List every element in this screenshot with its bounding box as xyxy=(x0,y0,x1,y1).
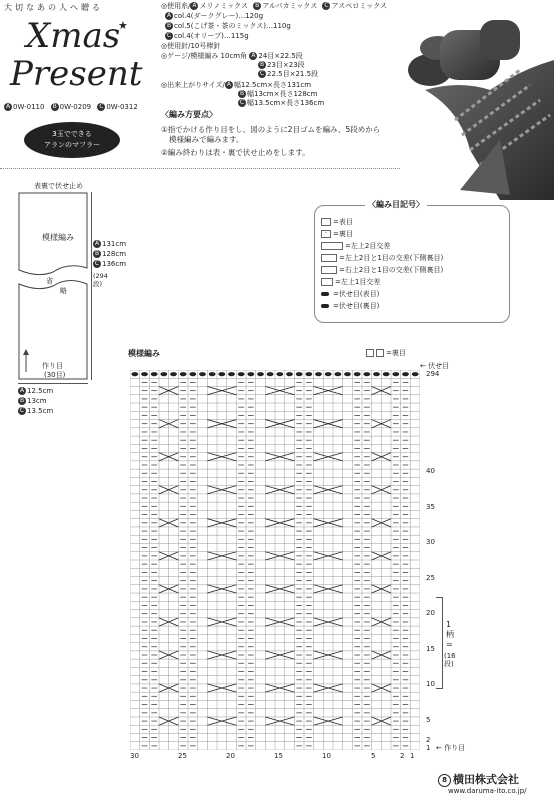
bind-off-mark xyxy=(267,372,274,376)
width-c: C 13.5cm xyxy=(19,407,54,415)
repeat-1: 1 xyxy=(446,620,452,629)
legend-item: =左上1目交差 xyxy=(321,278,380,287)
bind-off-mark xyxy=(325,372,332,376)
legend-item: =左上2目と1目の交差(下側裏目) xyxy=(321,254,443,263)
bind-off-mark xyxy=(363,372,370,376)
bind-off-note: ← 伏せ目 xyxy=(420,362,450,370)
title-line1: Xmas xyxy=(26,16,121,56)
legend-item: =伏せ目(裏目) xyxy=(321,302,379,311)
bind-off-mark xyxy=(315,372,322,376)
color-c: C col.4(オリーブ)…115g xyxy=(166,32,249,40)
gauge-b: B 23目×23段 xyxy=(259,61,305,69)
bind-off-mark xyxy=(276,372,283,376)
bind-off-mark xyxy=(392,372,399,376)
bind-off-mark xyxy=(383,372,390,376)
row-label: 1 xyxy=(426,744,431,752)
bind-off-mark xyxy=(180,372,187,376)
scarf-photo xyxy=(400,0,554,200)
repeat-4: (16段) xyxy=(444,652,456,668)
bind-off-mark xyxy=(131,372,138,376)
chart-title: 模様編み xyxy=(128,349,160,358)
row-label: 10 xyxy=(426,680,435,688)
col-label: 10 xyxy=(322,752,331,760)
color-b: B col.5(こげ茶・茶のミックス)…110g xyxy=(166,22,291,30)
col-label: 15 xyxy=(274,752,283,760)
col-label: 1 xyxy=(410,752,415,760)
length-a: A 131cm xyxy=(94,240,127,248)
bind-off-mark xyxy=(334,372,341,376)
cast-on-sub: (30目) xyxy=(44,371,66,379)
bind-off-mark xyxy=(257,372,264,376)
company-name: 8 横田株式会社 xyxy=(438,771,519,787)
company-logo-icon: 8 xyxy=(438,774,451,787)
row-label: 2 xyxy=(426,736,431,744)
bind-off-mark xyxy=(189,372,196,376)
cast-on-note: ← 作り目 xyxy=(436,744,466,752)
gauge-info: ◎ゲージ/模様編み 10cm角 A 24目×22.5段 xyxy=(161,52,303,60)
length-b: B 128cm xyxy=(94,250,127,258)
gauge-c: C 22.5目×21.5段 xyxy=(259,70,319,78)
legend-item: =左上2目交差 xyxy=(321,242,390,251)
divider xyxy=(0,168,400,169)
col-label: 5 xyxy=(371,752,376,760)
omit-1: 省 xyxy=(46,277,53,285)
repeat-bracket xyxy=(436,597,443,689)
col-label: 30 xyxy=(130,752,139,760)
size-info: ◎出来上がりサイズ/ A 幅12.5cm×長さ131cm xyxy=(161,81,312,89)
legend-item: =伏せ目(表目) xyxy=(321,290,379,299)
row-label: 25 xyxy=(426,574,435,582)
step-1b: 模様編みで編みます。 xyxy=(169,135,244,144)
bind-off-mark xyxy=(402,372,409,376)
instructions-title: 〈編み方要点〉 xyxy=(161,110,217,119)
bind-off-mark xyxy=(305,372,312,376)
omit-2: 略 xyxy=(60,287,67,295)
color-a: A col.4(ダークグレー)…120g xyxy=(166,12,264,20)
row-label: 20 xyxy=(426,609,435,617)
bind-off-mark xyxy=(247,372,254,376)
bind-off-mark xyxy=(209,372,216,376)
row-label: 15 xyxy=(426,645,435,653)
badge: 3玉でできる アランのマフラー xyxy=(24,122,120,158)
schematic-pattern: 模様編み xyxy=(42,233,74,242)
size-b: B 幅13cm×長さ128cm xyxy=(239,90,318,98)
cast-on-label: 作り目 xyxy=(42,362,63,370)
bind-off-mark xyxy=(238,372,245,376)
bind-off-mark xyxy=(412,372,419,376)
legend-title: 〈編み目記号〉 xyxy=(365,200,427,209)
bind-off-mark xyxy=(170,372,177,376)
width-a: A 12.5cm xyxy=(19,387,54,395)
bind-off-mark xyxy=(344,372,351,376)
title-line2: Present xyxy=(10,54,143,94)
col-label: 20 xyxy=(226,752,235,760)
chart-key: =裏目 xyxy=(366,349,406,358)
bind-off-mark xyxy=(296,372,303,376)
product-codes: A 0W-0110 B 0W-0209 C 0W-0312 xyxy=(5,103,138,111)
col-label: 2 xyxy=(400,752,405,760)
bind-off-mark xyxy=(151,372,158,376)
size-c: C 幅13.5cm×長さ136cm xyxy=(239,99,325,107)
legend-item: - =裏目 xyxy=(321,230,353,239)
bind-off-mark xyxy=(354,372,361,376)
width-b: B 13cm xyxy=(19,397,47,405)
symbol-legend xyxy=(314,200,510,323)
bind-off-mark xyxy=(286,372,293,376)
stitch-chart xyxy=(130,370,420,750)
bind-off-mark xyxy=(160,372,167,376)
length-c: C 136cm xyxy=(94,260,127,268)
repeat-2: 柄 xyxy=(446,630,454,639)
row-label: 35 xyxy=(426,503,435,511)
rows-note: (294段) xyxy=(93,272,108,288)
bind-off-mark xyxy=(199,372,206,376)
scarf-schematic xyxy=(18,192,88,380)
needle-info: ◎使用針/10号棒針 xyxy=(161,42,221,50)
width-line xyxy=(18,383,88,384)
bind-off-mark xyxy=(218,372,225,376)
repeat-3: = xyxy=(446,640,453,649)
company-url: www.daruma-ito.co.jp/ xyxy=(448,787,527,795)
row-label: 5 xyxy=(426,716,431,724)
bind-off-mark xyxy=(373,372,380,376)
legend-item: =右上2目と1目の交差(下側裏目) xyxy=(321,266,443,275)
legend-item: =表目 xyxy=(321,218,353,227)
yarn-line: ◎使用糸/ A メリノミックス B アルパカミックス C アスペロミックス xyxy=(161,2,387,10)
step-1: ①指でかける作り目をし、図のように2目ゴムを編み、5段めから xyxy=(161,125,381,134)
schematic-top-label: 表裏で伏せ止め xyxy=(34,182,83,190)
row-label: 30 xyxy=(426,538,435,546)
bind-off-mark xyxy=(228,372,235,376)
bind-off-mark xyxy=(141,372,148,376)
tagline: 大切なあの人へ贈る xyxy=(4,3,103,12)
col-label: 25 xyxy=(178,752,187,760)
row-label: 40 xyxy=(426,467,435,475)
step-2: ②編み終わりは表・裏で伏せ止めをします。 xyxy=(161,148,310,157)
star-icon: ★ xyxy=(118,19,128,32)
top-row-label: 294 xyxy=(426,370,440,378)
